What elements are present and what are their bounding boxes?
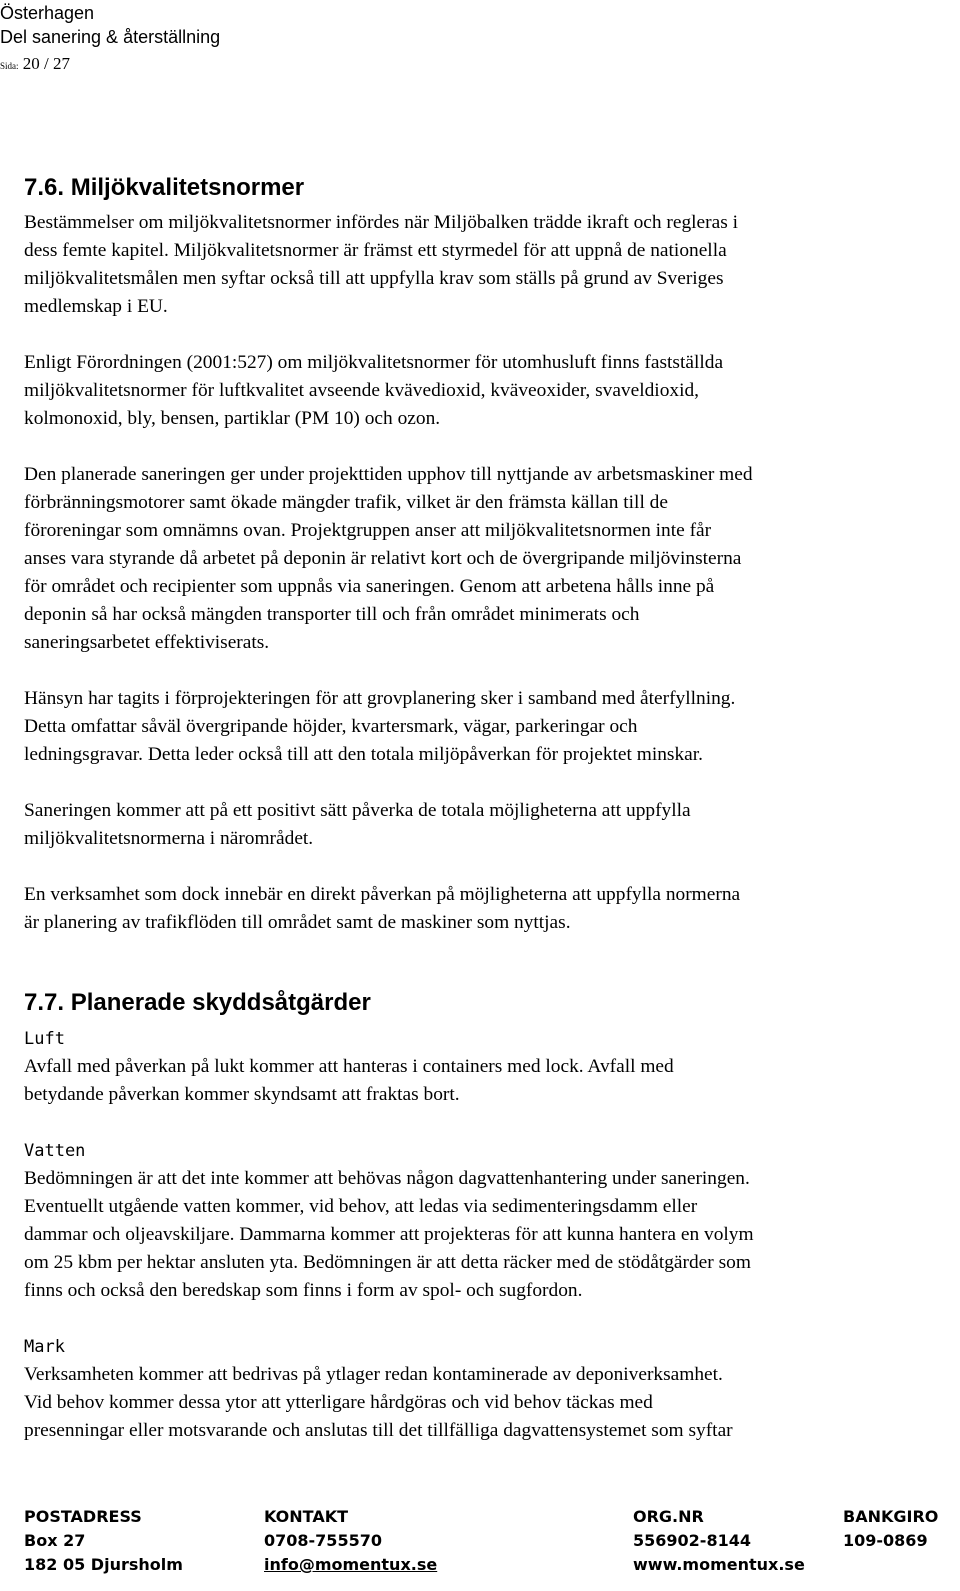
text-line: Enligt Förordningen (2001:527) om miljökvalitetsnormer för utomhusluft finns fastställda bbox=[24, 352, 724, 373]
footer bbox=[0, 1505, 960, 1591]
text-line: förbränningsmotorer samt ökade mängder trafik, vilket är den främsta källan till de bbox=[24, 492, 668, 513]
paragraph-intro bbox=[24, 209, 952, 321]
text-line: Bedömningen är att det inte kommer att behövas någon dagvattenhantering under saneringen. bbox=[24, 1168, 750, 1189]
page-number-value: 20 / 27 bbox=[22, 54, 70, 73]
footer-postadress-box: Box 27 bbox=[24, 1531, 86, 1550]
text-line: finns och också den beredskap som finns i form av spol- och sugfordon. bbox=[24, 1280, 583, 1301]
section-heading-7-6: 7.6. Miljökvalitetsnormer bbox=[24, 174, 305, 201]
text-line: deponin så har också mängden transporter till och från området minimerats och bbox=[24, 604, 640, 625]
text-line: föroreningar som omnämns ovan. Projektgruppen anser att miljökvalitetsnormen inte får bbox=[24, 520, 712, 541]
text-line: Detta omfattar såväl övergripande höjder, kvartersmark, vägar, parkeringar och bbox=[24, 716, 638, 737]
paragraph-vatten bbox=[24, 1165, 952, 1305]
text-line: Verksamheten kommer att bedrivas på ytlager redan kontaminerade av deponiverksamhet. bbox=[24, 1364, 723, 1385]
text-line: Saneringen kommer att på ett positivt sätt påverka de totala möjligheterna att uppfylla bbox=[24, 800, 691, 821]
subheading-vatten: Vatten bbox=[24, 1141, 86, 1161]
footer-postadress bbox=[24, 1505, 183, 1577]
paragraph-planerade-saneringen bbox=[24, 461, 952, 657]
text-line: Bestämmelser om miljökvalitetsnormer infördes när Miljöbalken trädde ikraft och regleras i bbox=[24, 212, 739, 233]
text-line: dess femte kapitel. Miljökvalitetsnormer är främst ett styrmedel för att uppnå de nationella bbox=[24, 240, 727, 261]
paragraph-verksamhet bbox=[24, 881, 952, 937]
page-label: Sida: bbox=[0, 61, 19, 71]
text-line: medlemskap i EU. bbox=[24, 296, 168, 317]
footer-email-link[interactable]: info@momentux.se bbox=[264, 1555, 438, 1574]
page-number bbox=[0, 54, 70, 74]
paragraph-luft bbox=[24, 1053, 952, 1109]
text-line: Eventuellt utgående vatten kommer, vid behov, att ledas via sedimenteringsdamm eller bbox=[24, 1196, 698, 1217]
footer-bankgiro-value: 109-0869 bbox=[843, 1531, 928, 1550]
footer-kontakt-title: KONTAKT bbox=[264, 1507, 349, 1526]
footer-postadress-city: 182 05 Djursholm bbox=[24, 1555, 183, 1574]
text-line: Hänsyn har tagits i förprojekteringen för att grovplanering sker i samband med återfyllning. bbox=[24, 688, 736, 709]
footer-orgnr-value: 556902-8144 bbox=[633, 1531, 751, 1550]
text-line: ledningsgravar. Detta leder också till att den totala miljöpåverkan för projektet minskar. bbox=[24, 744, 703, 765]
text-line: Vid behov kommer dessa ytor att ytterligare hårdgöras och vid behov täckas med bbox=[24, 1392, 653, 1413]
footer-postadress-title: POSTADRESS bbox=[24, 1507, 142, 1526]
text-line: miljökvalitetsnormer för luftkvalitet avseende kvävedioxid, kväveoxider, svaveldioxid, bbox=[24, 380, 700, 401]
footer-orgnr bbox=[633, 1505, 805, 1577]
text-line: miljökvalitetsnormerna i närområdet. bbox=[24, 828, 314, 849]
text-line: är planering av trafikflöden till området samt de maskiner som nyttjas. bbox=[24, 912, 571, 933]
footer-bankgiro bbox=[843, 1505, 938, 1553]
text-line: Den planerade saneringen ger under projekttiden upphov till nyttjande av arbetsmaskiner med bbox=[24, 464, 753, 485]
paragraph-forordning bbox=[24, 349, 952, 433]
footer-kontakt bbox=[264, 1505, 437, 1577]
header-company: Österhagen bbox=[0, 3, 95, 23]
paragraph-hansyn bbox=[24, 685, 952, 769]
text-line: för området och recipienter som uppnås via saneringen. Genom att arbetena hålls inne på bbox=[24, 576, 715, 597]
text-line: om 25 kbm per hektar ansluten yta. Bedömningen är att detta räcker med de stödåtgärder som bbox=[24, 1252, 751, 1273]
subheading-luft: Luft bbox=[24, 1029, 65, 1049]
text-line: miljökvalitetsmålen men syftar också till att uppfylla krav som ställs på grund av Sveriges bbox=[24, 268, 724, 289]
text-line: kolmonoxid, bly, bensen, partiklar (PM 10) och ozon. bbox=[24, 408, 441, 429]
text-line: presenningar eller motsvarande och anslutas till det tillfälliga dagvattensystemet som syftar bbox=[24, 1420, 733, 1441]
subheading-mark: Mark bbox=[24, 1337, 65, 1357]
section-heading-7-7: 7.7. Planerade skyddsåtgärder bbox=[24, 989, 371, 1016]
text-line: anses vara styrande då arbetet på deponin är relativt kort och de övergripande miljövinsterna bbox=[24, 548, 742, 569]
text-line: En verksamhet som dock innebär en direkt påverkan på möjligheterna att uppfylla normerna bbox=[24, 884, 741, 905]
text-line: saneringsarbetet effektiviserats. bbox=[24, 632, 270, 653]
text-line: Avfall med påverkan på lukt kommer att hanteras i containers med lock. Avfall med bbox=[24, 1056, 674, 1077]
footer-website: www.momentux.se bbox=[633, 1555, 805, 1574]
footer-phone: 0708-755570 bbox=[264, 1531, 382, 1550]
text-line: betydande påverkan kommer skyndsamt att fraktas bort. bbox=[24, 1084, 460, 1105]
footer-orgnr-title: ORG.NR bbox=[633, 1507, 704, 1526]
header-project-title: Del sanering & återställning bbox=[0, 27, 221, 47]
text-line: dammar och oljeavskiljare. Dammarna kommer att projekteras för att kunna hantera en volym bbox=[24, 1224, 754, 1245]
paragraph-saneringen-positivt bbox=[24, 797, 952, 853]
paragraph-mark bbox=[24, 1361, 952, 1445]
footer-bankgiro-title: BANKGIRO bbox=[843, 1507, 939, 1526]
